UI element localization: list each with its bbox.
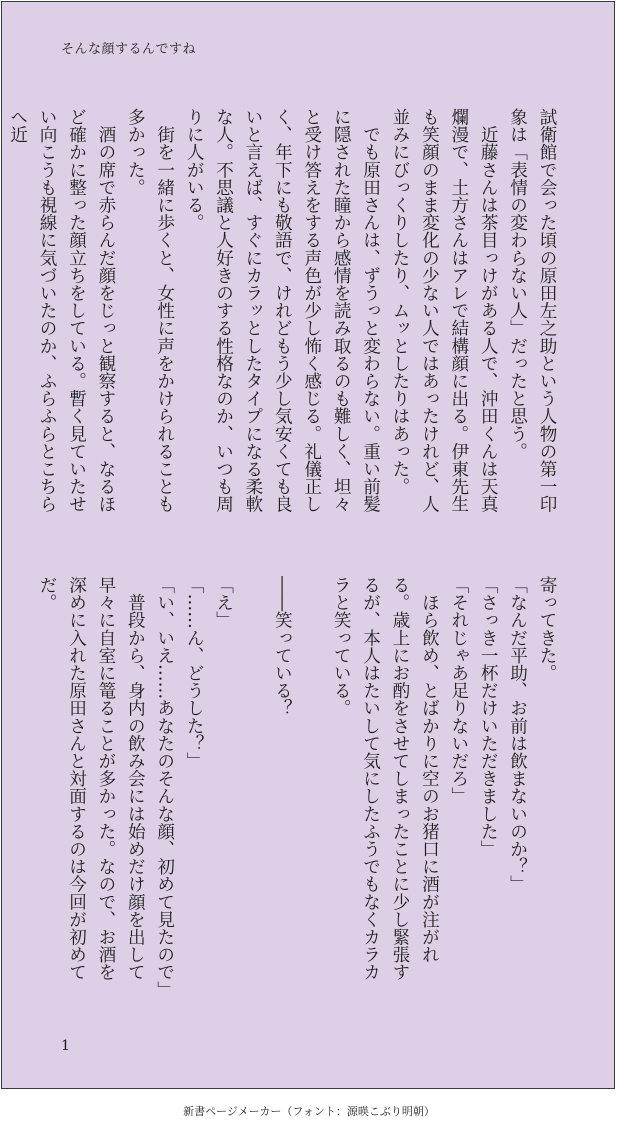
novel-page [1,1,615,1089]
paragraph: 街を一緒に歩くと、女性に声をかけられることも多かった。 [125,108,175,513]
dialogue-line: 「なんだ平助、お前は飲まないのか？」 [507,576,528,893]
dialogue-line: 「え」 [213,576,234,629]
paragraph: 普段から、身内の飲み会には始めだけ顔を出して早々に自室に篭ることが多かった。なので、お酒を深めに入れた原田さんと対面するのは今回が初めてだ。 [37,576,146,981]
dialogue-line: 「い、いえ……あなたのそんな顔、初めて見たので」 [154,576,175,999]
paragraph: でも原田さんは、ずうっと変わらない。重い前髪に隠された瞳から感情を読み取るのも難しく、坦々と受け答えをする声色が少し怖く感じる。礼儀正しく、年下にも敬語で、けれどもう少し気安くても良いと言えば、すぐにカラッとしたタイプになる柔軟な人。不思議と人好きのする性格なのか、いつも周りに人がいる。 [184,108,381,513]
vertical-text-upper [7,108,561,530]
dialogue-line: 「それじゃあ足りないだろ」 [448,576,469,805]
paragraph: ほら飲め、とばかりに空のお猪口に酒が注がれる。歳上にお酌をさせてしまったことに少し緊張するが、本人はたいして気にしたふうでもなくカラカラと笑っている。 [331,576,440,981]
dialogue-line: 「さっき一杯だけいただきました」 [478,576,499,858]
paragraph: 試衛館で会った頃の原田左之助という人物の第一印象は「表情の変わらない人」だったと思う。 [507,108,557,513]
dialogue-line: 「……ん、どうした？」 [184,576,205,770]
paragraph: ――笑っている？ [272,576,293,717]
paragraph: 酒の席で赤らんだ顔をじっと観察すると、なるほど確かに整った顔立ちをしている。暫く見ていたせい向こうも視線に気づいたのか、ふらふらとこちらへ近 [7,108,116,513]
page-title: そんな顔するんですね [61,42,197,57]
blank-line [238,576,267,998]
paragraph: 寄ってきた。 [537,576,557,682]
footer-credit: 新書ページメーカー（フォント：源暎こぶり明朝） [183,1105,435,1118]
paragraph: 近藤さんは茶目っけがある人で、沖田くんは天真爛漫で、土方さんはアレで結構顔に出る。伊東先生も笑顔のまま変化の少ない人ではあったけれど、人並みにびっくりしたり、ムッとしたりはあった。 [389,108,499,513]
vertical-text-lower [37,576,561,999]
blank-line [296,576,325,998]
page-number: 1 [61,1038,70,1054]
